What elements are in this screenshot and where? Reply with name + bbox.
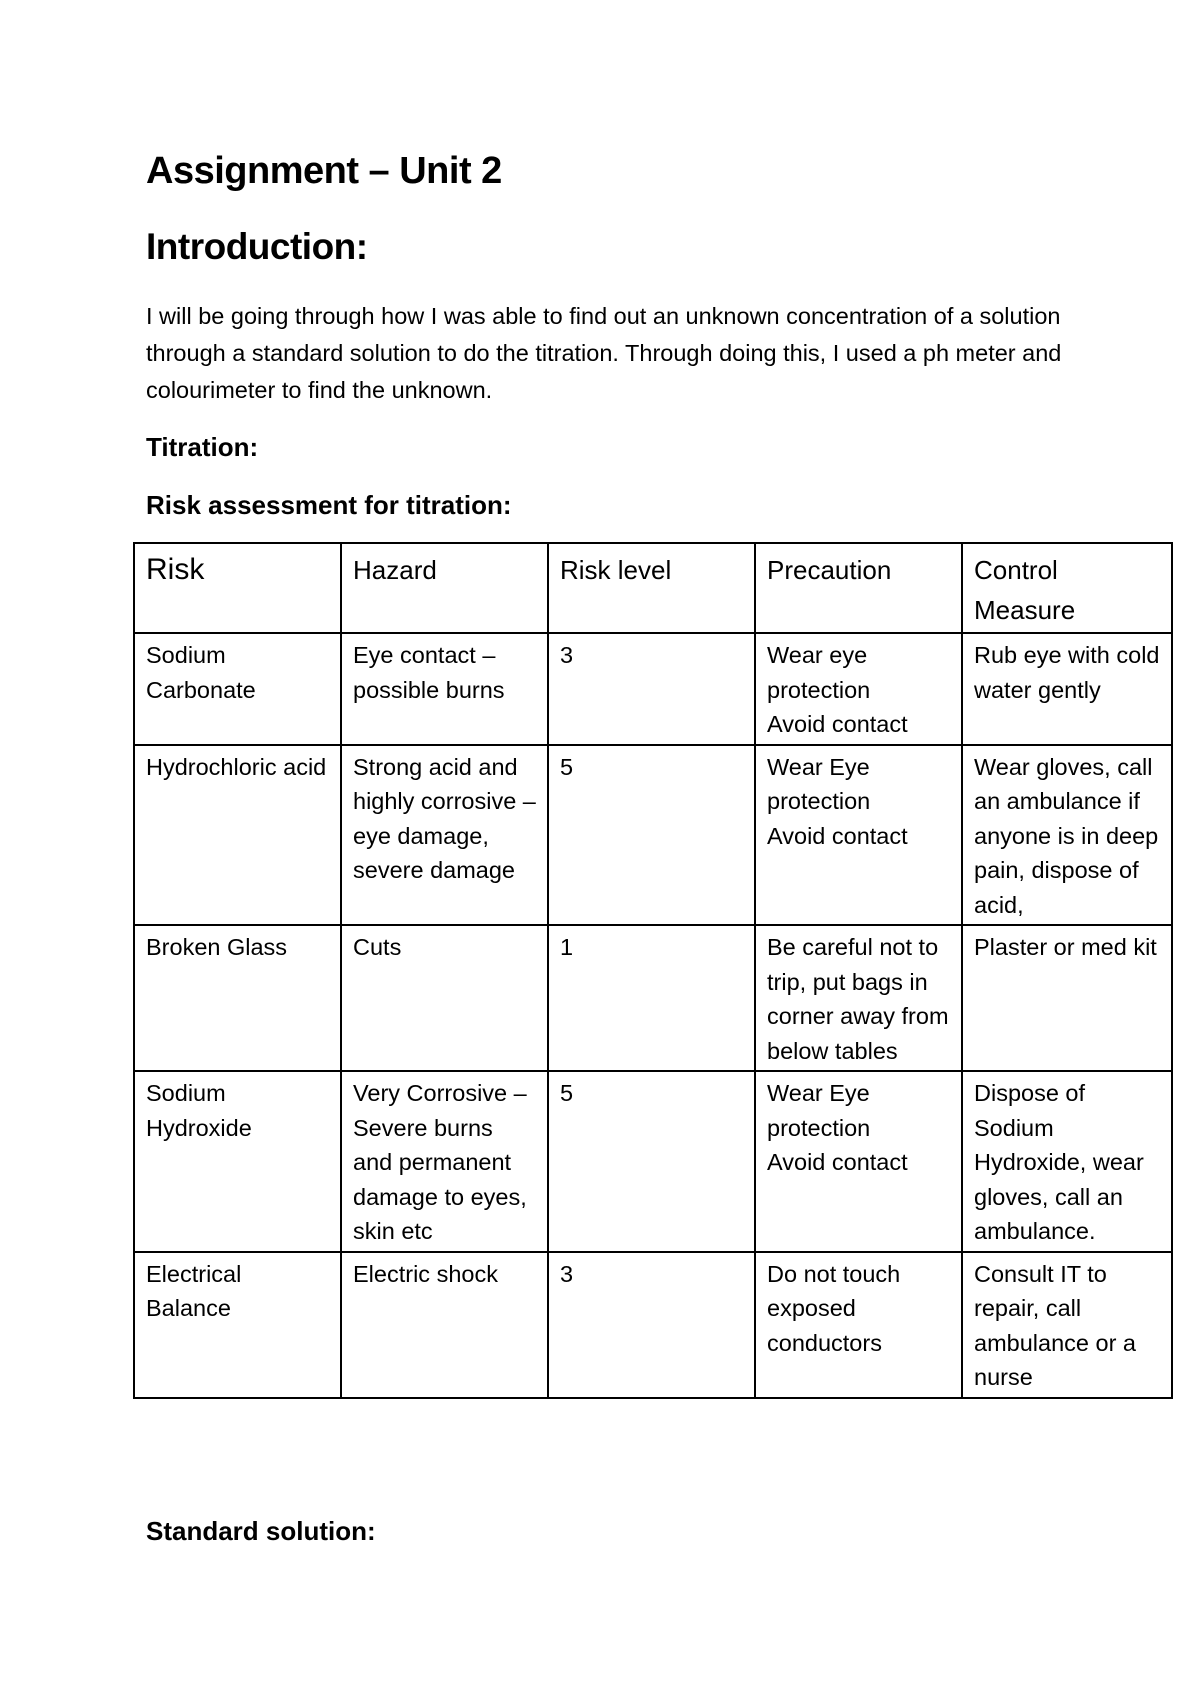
precaution-cell <box>755 1252 962 1398</box>
risk-assessment-heading: Risk assessment for titration: <box>146 490 512 520</box>
header-risk: Risk <box>134 543 341 633</box>
precaution-line: Wear Eye protection <box>767 753 871 814</box>
risk-cell: Sodium Carbonate <box>134 633 341 745</box>
precaution-line: Do not touch exposed conductors <box>767 1260 901 1356</box>
standard-solution-heading: Standard solution: <box>146 1516 376 1546</box>
header-precaution: Precaution <box>755 543 962 633</box>
risk-cell: Electrical Balance <box>134 1252 341 1398</box>
hazard-cell: Very Corrosive – Severe burns and permanent damage to eyes, skin etc <box>341 1071 548 1252</box>
precaution-line: Avoid contact <box>767 711 908 737</box>
risk-level-cell: 3 <box>548 1252 755 1398</box>
hazard-cell: Eye contact – possible burns <box>341 633 548 745</box>
risk-level-cell: 3 <box>548 633 755 745</box>
header-risk-level: Risk level <box>548 543 755 633</box>
precaution-line: Avoid contact <box>767 822 908 849</box>
header-hazard: Hazard <box>341 543 548 633</box>
control-measure-cell: Plaster or med kit <box>962 925 1172 1071</box>
introduction-paragraph: I will be going through how I was able to find out an unknown concentration of a solution through a standard solution to do the titration. Through doing this, I used a ph meter and colourimeter to find the unknown. <box>146 303 1062 403</box>
table-row <box>134 925 1172 1071</box>
risk-cell: Hydrochloric acid <box>134 745 341 926</box>
hazard-cell: Strong acid and highly corrosive – eye damage, severe damage <box>341 745 548 926</box>
control-measure-cell: Rub eye with cold water gently <box>962 633 1172 745</box>
control-measure-cell: Wear gloves, call an ambulance if anyone is in deep pain, dispose of acid, <box>962 745 1172 926</box>
introduction-heading: Introduction: <box>146 226 368 267</box>
precaution-line: Wear eye protection <box>767 642 871 703</box>
table-row <box>134 1252 1172 1398</box>
document-title: Assignment – Unit 2 <box>146 150 502 192</box>
precaution-cell <box>755 925 962 1071</box>
risk-level-cell: 5 <box>548 1071 755 1252</box>
control-measure-cell: Dispose of Sodium Hydroxide, wear gloves, call an ambulance. <box>962 1071 1172 1252</box>
precaution-cell <box>755 1071 962 1252</box>
risk-level-cell: 1 <box>548 925 755 1071</box>
risk-level-cell: 5 <box>548 745 755 926</box>
table-row <box>134 745 1172 926</box>
control-measure-cell: Consult IT to repair, call ambulance or a nurse <box>962 1252 1172 1398</box>
precaution-cell <box>755 745 962 926</box>
risk-assessment-table <box>133 542 1173 1399</box>
precaution-line: Wear Eye protection <box>767 1080 871 1141</box>
hazard-cell: Electric shock <box>341 1252 548 1398</box>
precaution-line: Be careful not to trip, put bags in corner away from below tables <box>767 934 949 1064</box>
header-control-measure: Control Measure <box>962 543 1172 633</box>
titration-heading: Titration: <box>146 432 259 462</box>
risk-cell: Broken Glass <box>134 925 341 1071</box>
table-row <box>134 1071 1172 1252</box>
risk-cell: Sodium Hydroxide <box>134 1071 341 1252</box>
table-header-row <box>134 543 1172 633</box>
table-row <box>134 633 1172 745</box>
hazard-cell: Cuts <box>341 925 548 1071</box>
precaution-cell <box>755 633 962 745</box>
precaution-line: Avoid contact <box>767 1149 908 1175</box>
